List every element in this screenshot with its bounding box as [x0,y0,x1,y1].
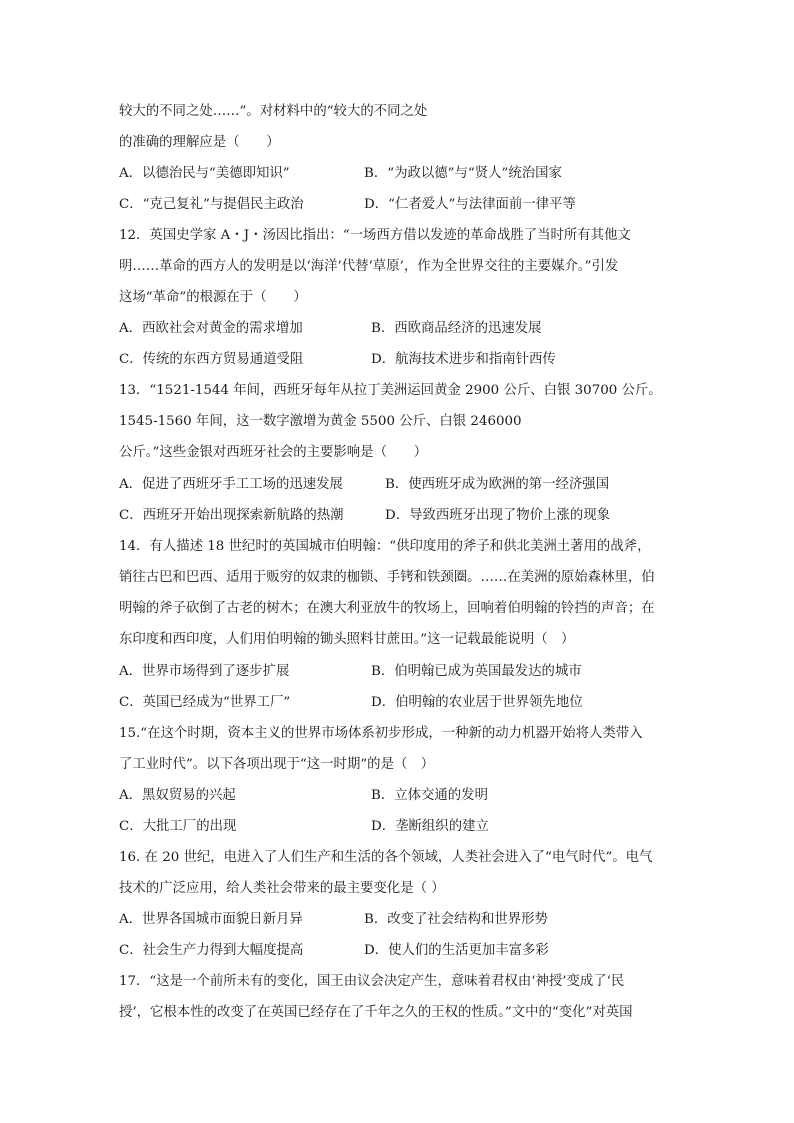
q12-stem-line-2: 明……革命的西方人的发明是以‘海洋’代替‘草原’，作为全世界交往的主要媒介。”引发 [119,259,619,274]
q14-stem-line-2: 销往古巴和巴西、适用于贩穷的奴隶的枷锁、手铐和铁颈圈。……在美洲的原始森林里，伯 [119,570,655,585]
q15-option-b: B．立体交通的发明 [371,788,488,803]
q14-option-b: B．伯明翰已成为英国最发达的城市 [371,664,582,679]
q16-option-a: A．世界各国城市面貌日新月异 [119,912,303,927]
q11-stem-line-2: 的准确的理解应是（ ） [119,135,280,150]
q11-stem-line-1: 较大的不同之处……”。对材料中的“较大的不同之处 [119,104,428,119]
q14-option-a: A．世界市场得到了逐步扩展 [119,664,290,679]
q11-option-b: B．“为政以德”与“贤人”统治国家 [364,166,562,181]
q11-option-d: D．“仁者爱人”与法律面前一律平等 [364,197,576,212]
q14-stem-line-3: 明翰的斧子砍倒了古老的树木；在澳大利亚放牛的牧场上，回响着伯明翰的铃挡的声音；在 [119,601,655,616]
q11-option-c: C．“克己复礼”与提倡民主政治 [119,197,304,212]
q14-stem-line-1: 14．有人描述 18 世纪时的英国城市伯明翰：“供印度用的斧子和供北美洲土著用的战斧， [119,539,651,554]
q14-option-d: D．伯明翰的农业居于世界领先地位 [371,695,583,710]
q16-option-d: D．使人们的生活更加丰富多彩 [364,943,549,958]
q12-stem-line-1: 12．英国史学家 A・J・汤因比指出：“一场西方借以发迹的革命战胜了当时所有其他文 [119,228,631,243]
q16-stem-line-1: 16. 在 20 世纪，电进入了人们生产和生活的各个领域，人类社会进入了“电气时代”。电气 [119,850,653,865]
q12-option-b: B．西欧商品经济的迅速发展 [371,321,542,336]
q15-stem-line-1: 15.“在这个时期，资本主义的世界市场体系初步形成，一种新的动力机器开始将人类带入 [119,726,643,741]
q16-option-b: B．改变了社会结构和世界形势 [364,912,548,927]
q13-option-d: D．导致西班牙出现了物价上涨的现象 [385,508,610,523]
q16-option-c: C．社会生产力得到大幅度提高 [119,943,304,958]
q13-stem-line-1: 13．“1521-1544 年间，西班牙每年从拉丁美洲运回黄金 2900 公斤、白银 30700 公斤。 [119,383,662,398]
q12-stem-line-3: 这场“革命”的根源在于（ ） [119,290,307,305]
q14-option-c: C．英国已经成为“世界工厂” [119,695,291,710]
q15-option-d: D．垄断组织的建立 [371,819,489,834]
q17-stem-line-1: 17．“这是一个前所未有的变化，国王由议会决定产生，意味着君权由‘神授’变成了‘民 [119,974,625,989]
q13-stem-line-3: 公斤。”这些金银对西班牙社会的主要影响是（ ） [119,445,428,460]
q12-option-d: D．航海技术进步和指南针西传 [371,352,556,367]
q17-stem-line-2: 授’，它根本性的改变了在英国已经存在了千年之久的王权的性质。”文中的“变化”对英国 [119,1005,633,1020]
q13-option-c: C．西班牙开始出现探索新航路的热潮 [119,508,344,523]
q13-stem-line-2: 1545-1560 年间，这一数字激增为黄金 5500 公斤、白银 246000 [119,414,522,429]
q13-option-a: A．促进了西班牙手工工场的迅速发展 [119,477,343,492]
q11-option-a: A．以德治民与“美德即知识” [119,166,290,181]
q15-option-c: C．大批工厂的出现 [119,819,237,834]
q16-stem-line-2: 技术的广泛应用，给人类社会带来的最主要变化是（ ） [119,881,445,896]
q14-stem-line-4: 东印度和西印度，人们用伯明翰的锄头照料甘蔗田。”这一记载最能说明（ ） [119,632,575,647]
q15-stem-line-2: 了工业时代”。以下各项出现于“这一时期”的是（ ） [119,757,435,772]
q12-option-c: C．传统的东西方贸易通道受阻 [119,352,304,367]
q12-option-a: A．西欧社会对黄金的需求增加 [119,321,303,336]
q13-option-b: B．使西班牙成为欧洲的第一经济强国 [385,477,610,492]
q15-option-a: A．黑奴贸易的兴起 [119,788,236,803]
